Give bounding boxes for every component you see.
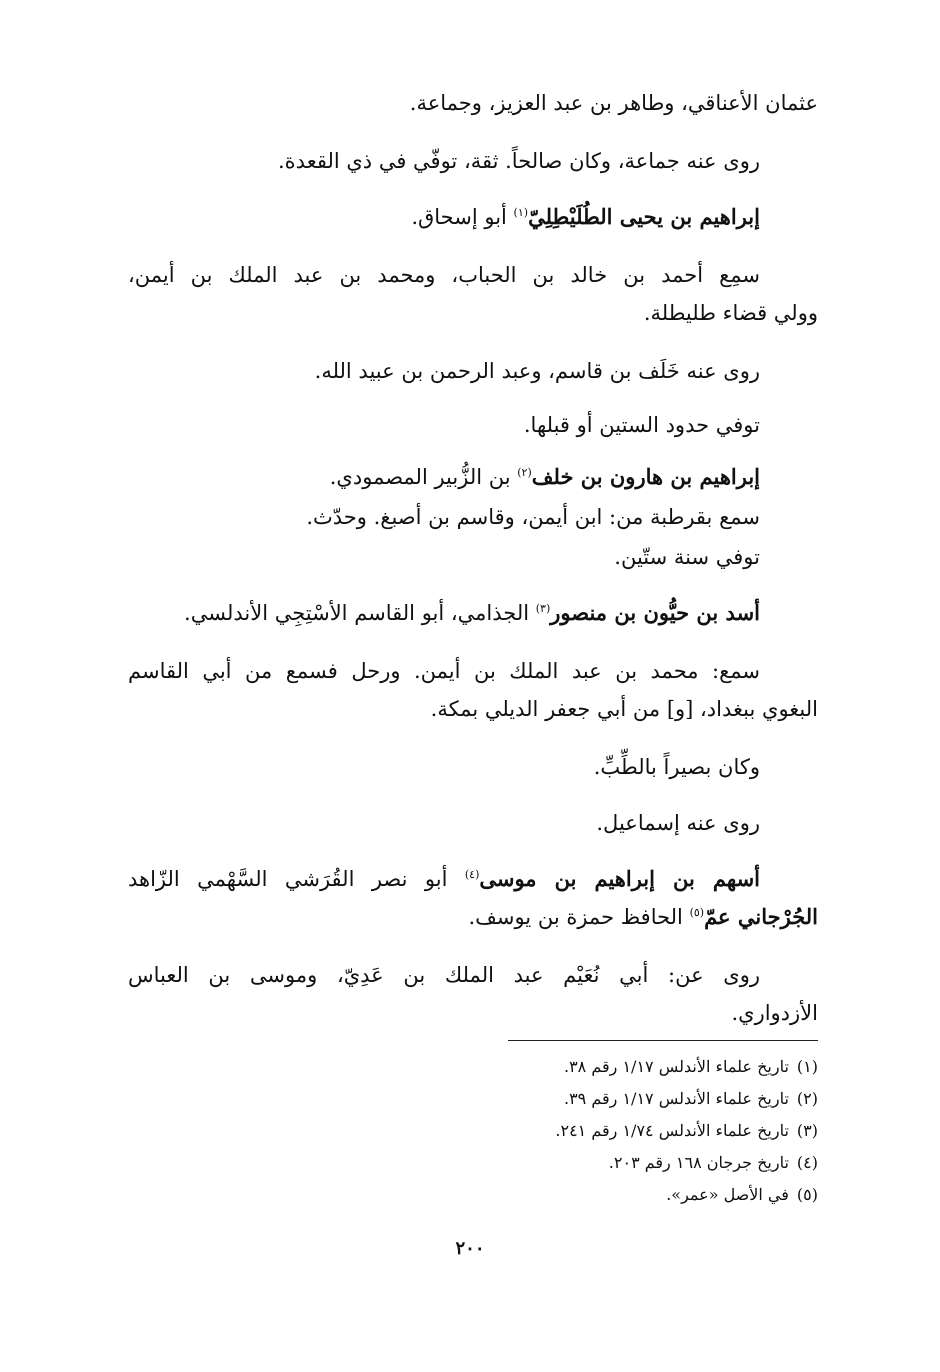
line-text: سمع: محمد بن عبد الملك بن أيمن. ورحل فسمع من أبي القاسم bbox=[128, 659, 760, 683]
line-text: روى عنه جماعة، وكان صالحاً. ثقة، توفّي في ذي القعدة. bbox=[278, 149, 760, 173]
footnote-text: تاريخ جرجان ١٦٨ رقم ٢٠٣. bbox=[608, 1153, 789, 1172]
text-line bbox=[596, 808, 760, 838]
line-text: توفي حدود الستين أو قبلها. bbox=[523, 413, 760, 437]
line-text: الحافظ حمزة بن يوسف. bbox=[468, 905, 690, 929]
text-line bbox=[315, 356, 760, 386]
text-line bbox=[128, 260, 760, 290]
footnote-text: تاريخ علماء الأندلس ١/١٧ رقم ٣٨. bbox=[563, 1057, 789, 1076]
text-line bbox=[128, 656, 760, 686]
footnote bbox=[666, 1184, 818, 1206]
line-text: أبو إسحاق. bbox=[411, 205, 514, 229]
footnote-ref: (٥) bbox=[689, 906, 705, 919]
text-line bbox=[731, 998, 818, 1028]
footnote-ref: (١) bbox=[513, 206, 529, 219]
text-line bbox=[306, 502, 760, 532]
line-text: روى عن: أبي نُعَيْم عبد الملك بن عَدِيّ، وموسى بن العباس bbox=[128, 963, 760, 987]
line-text: سمِع أحمد بن خالد بن الحباب، ومحمد بن عبد الملك بن أيمن، bbox=[128, 263, 760, 287]
entry-name: الجُرْجاني عمّ bbox=[704, 904, 818, 929]
line-text: الأزدواري. bbox=[731, 1001, 818, 1025]
entry-name: إبراهيم بن هارون بن خلف bbox=[531, 464, 760, 489]
footnote-ref: (٣) bbox=[535, 602, 551, 615]
footnote-number: (٥) bbox=[796, 1185, 818, 1204]
line-text: عثمان الأعناقي، وطاهر بن عبد العزيز، وجماعة. bbox=[409, 91, 818, 115]
text-line bbox=[468, 902, 818, 932]
footnote-text: في الأصل «عمر». bbox=[666, 1185, 789, 1204]
line-text: أبو نصر القُرَشي السَّهْمي الزّاهد bbox=[128, 867, 465, 891]
line-text: روى عنه إسماعيل. bbox=[596, 811, 760, 835]
entry-name: أسهم بن إبراهيم بن موسى bbox=[479, 866, 760, 891]
text-line bbox=[128, 960, 760, 990]
line-text: البغوي ببغداد، [و] من أبي جعفر الديلي بمكة. bbox=[430, 697, 818, 721]
entry-heading bbox=[128, 864, 760, 894]
text-line bbox=[594, 752, 760, 782]
line-text: سمع بقرطبة من: ابن أيمن، وقاسم بن أصبغ. وحدّث. bbox=[306, 505, 760, 529]
line-text: بن الزُّبير المصمودي. bbox=[329, 465, 518, 489]
footnote bbox=[555, 1120, 818, 1142]
footnote bbox=[564, 1088, 818, 1110]
footnote bbox=[609, 1152, 818, 1174]
entry-heading bbox=[330, 462, 760, 492]
entry-name: أسد بن حيُّون بن منصور bbox=[550, 600, 760, 625]
footnote-text: تاريخ علماء الأندلس ١/١٧ رقم ٣٩. bbox=[563, 1089, 789, 1108]
footnote-number: (٤) bbox=[796, 1153, 818, 1172]
entry-heading bbox=[411, 202, 760, 232]
footnote bbox=[564, 1056, 818, 1078]
text-line bbox=[410, 88, 818, 118]
text-line bbox=[614, 542, 760, 572]
text-line bbox=[431, 694, 818, 724]
text-line bbox=[524, 410, 760, 440]
line-text: وولي قضاء طليطلة. bbox=[643, 301, 818, 325]
footnote-separator bbox=[508, 1040, 818, 1041]
entry-heading bbox=[184, 598, 760, 628]
footnote-text: تاريخ علماء الأندلس ١/٧٤ رقم ٢٤١. bbox=[555, 1121, 789, 1140]
line-text: وكان بصيراً بالطِّبِّ. bbox=[593, 755, 760, 779]
footnote-ref: (٢) bbox=[517, 466, 532, 479]
line-text: توفي سنة ستّين. bbox=[614, 545, 760, 569]
line-text: روى عنه خَلَف بن قاسم، وعبد الرحمن بن عبيد الله. bbox=[314, 359, 760, 383]
footnote-number: (١) bbox=[796, 1057, 818, 1076]
footnote-number: (٢) bbox=[796, 1089, 818, 1108]
text-line bbox=[644, 298, 818, 328]
entry-name: إبراهيم بن يحيى الطُلَيْطِلِيّ bbox=[528, 204, 760, 229]
footnote-ref: (٤) bbox=[464, 868, 480, 881]
page-number: ٢٠٠ bbox=[455, 1238, 485, 1259]
footnote-number: (٣) bbox=[796, 1121, 818, 1140]
line-text: الجذامي، أبو القاسم الأسْتِجِي الأندلسي. bbox=[184, 601, 536, 625]
text-line bbox=[278, 146, 760, 176]
